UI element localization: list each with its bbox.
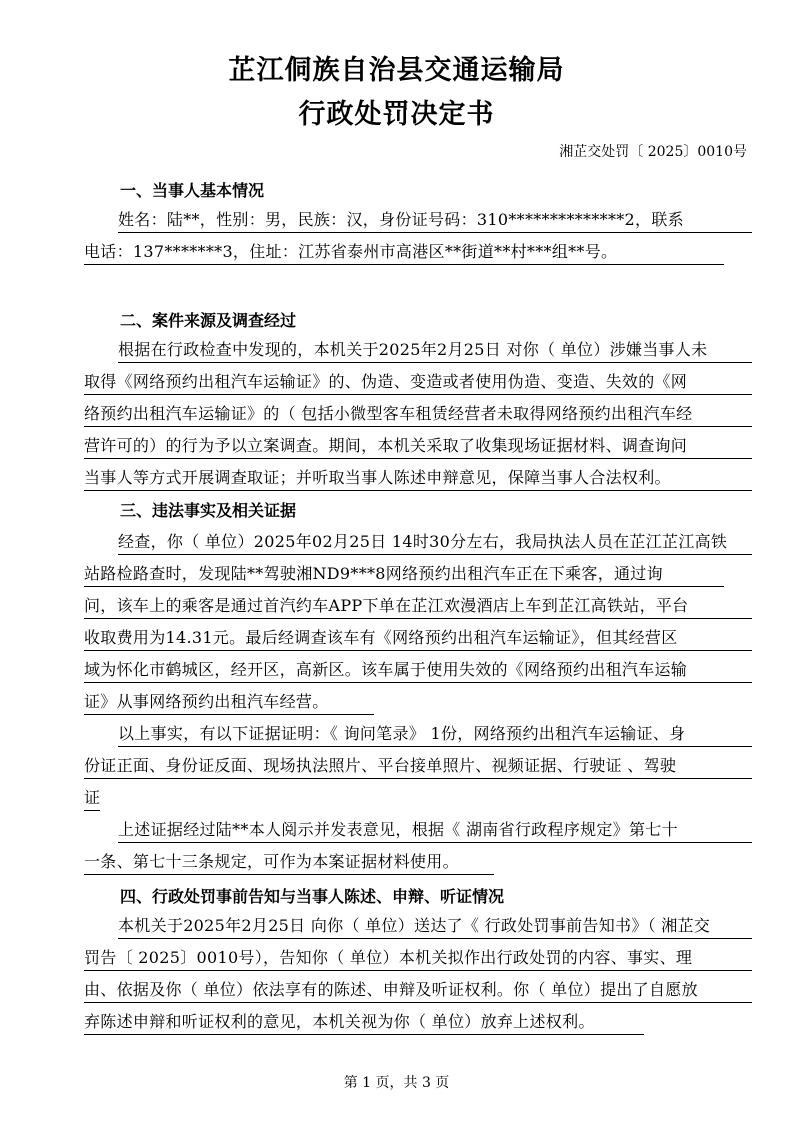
page-footer: 第 1 页，共 3 页	[343, 1075, 450, 1091]
evidence-line-2: 份证正面、身份证反面、现场执法照片、平台接单照片、视频证据、行驶证 、驾驶	[84, 754, 752, 779]
party-info-line-1: 姓名：陆**，性别：男，民族：汉，身份证号码：310**************2，联系	[118, 208, 752, 233]
case-source-line-5: 当事人等方式开展调查取证；并听取当事人陈述申辩意见，保障当事人合法权利。	[84, 466, 752, 491]
evidence-line-3: 证	[84, 786, 100, 811]
notice-line-4: 弃陈述申辩和听证权利的意见，本机关视为你（ 单位）放弃上述权利。	[84, 1010, 644, 1035]
notice-line-2: 罚告〔 2025〕0010号），告知你（ 单位）本机关拟作出行政处罚的内容、事实、理	[84, 946, 752, 971]
section-heading-case-source: 二、案件来源及调查经过	[120, 311, 297, 330]
facts-line-4: 收取费用为14.31元。最后经调查该车有《网络预约出租汽车运输证》，但其经营区	[84, 626, 752, 651]
document-title: 行政处罚决定书	[298, 99, 495, 130]
facts-line-5: 域为怀化市鹤城区，经开区，高新区。该车属于使用失效的《网络预约出租汽车运输	[84, 658, 752, 683]
notice-line-3: 由、依据及你（ 单位）依法享有的陈述、申辩及听证权利。你（ 单位）提出了自愿放	[84, 978, 752, 1003]
facts-line-3: 问，该车上的乘客是通过首汽约车APP下单在芷江欢漫酒店上车到芷江高铁站，平台	[84, 594, 752, 619]
case-source-line-2: 取得《网络预约出租汽车运输证》的、伪造、变造或者使用伪造、变造、失效的《网	[84, 370, 752, 395]
section-heading-facts-evidence: 三、违法事实及相关证据	[120, 501, 297, 520]
evidence-review-line-2: 一条、第七十三条规定，可作为本案证据材料使用。	[84, 850, 494, 875]
case-source-line-4: 营许可的）的行为予以立案调查。期间，本机关采取了收集现场证据材料、调查询问	[84, 434, 752, 459]
case-source-line-1: 根据在行政检查中发现的，本机关于2025年2月25日 对你（ 单位）涉嫌当事人未	[118, 338, 752, 363]
evidence-line-1: 以上事实，有以下证据证明：《 询问笔录》 1份，网络预约出租汽车运输证、身	[118, 722, 752, 747]
party-info-line-2: 电话：137*******3，住址：江苏省泰州市高港区**街道**村***组**号。	[84, 240, 724, 265]
case-source-line-3: 络预约出租汽车运输证》的（ 包括小微型客车租赁经营者未取得网络预约出租汽车经	[84, 402, 752, 427]
notice-line-1: 本机关于2025年2月25日 向你（ 单位）送达了《 行政处罚事前告知书》（ 湘芷交	[118, 914, 752, 939]
facts-line-6: 证》从事网络预约出租汽车经营。	[84, 690, 374, 715]
section-heading-prior-notice: 四、行政处罚事前告知与当事人陈述、申辩、听证情况	[120, 887, 505, 906]
document-number: 湘芷交处罚〔 2025〕0010号	[559, 144, 747, 160]
evidence-review-line-1: 上述证据经过陆**本人阅示并发表意见，根据《 湖南省行政程序规定》第七十	[118, 818, 752, 843]
agency-title: 芷江侗族自治县交通运输局	[228, 55, 565, 86]
section-heading-party-info: 一、当事人基本情况	[120, 181, 265, 200]
facts-line-2: 站路检路查时，发现陆**驾驶湘ND9***8网络预约出租汽车正在下乘客，通过询	[84, 562, 724, 587]
facts-line-1: 经查，你（ 单位）2025年02月25日 14时30分左右，我局执法人员在芷江芷江高铁	[118, 530, 752, 555]
